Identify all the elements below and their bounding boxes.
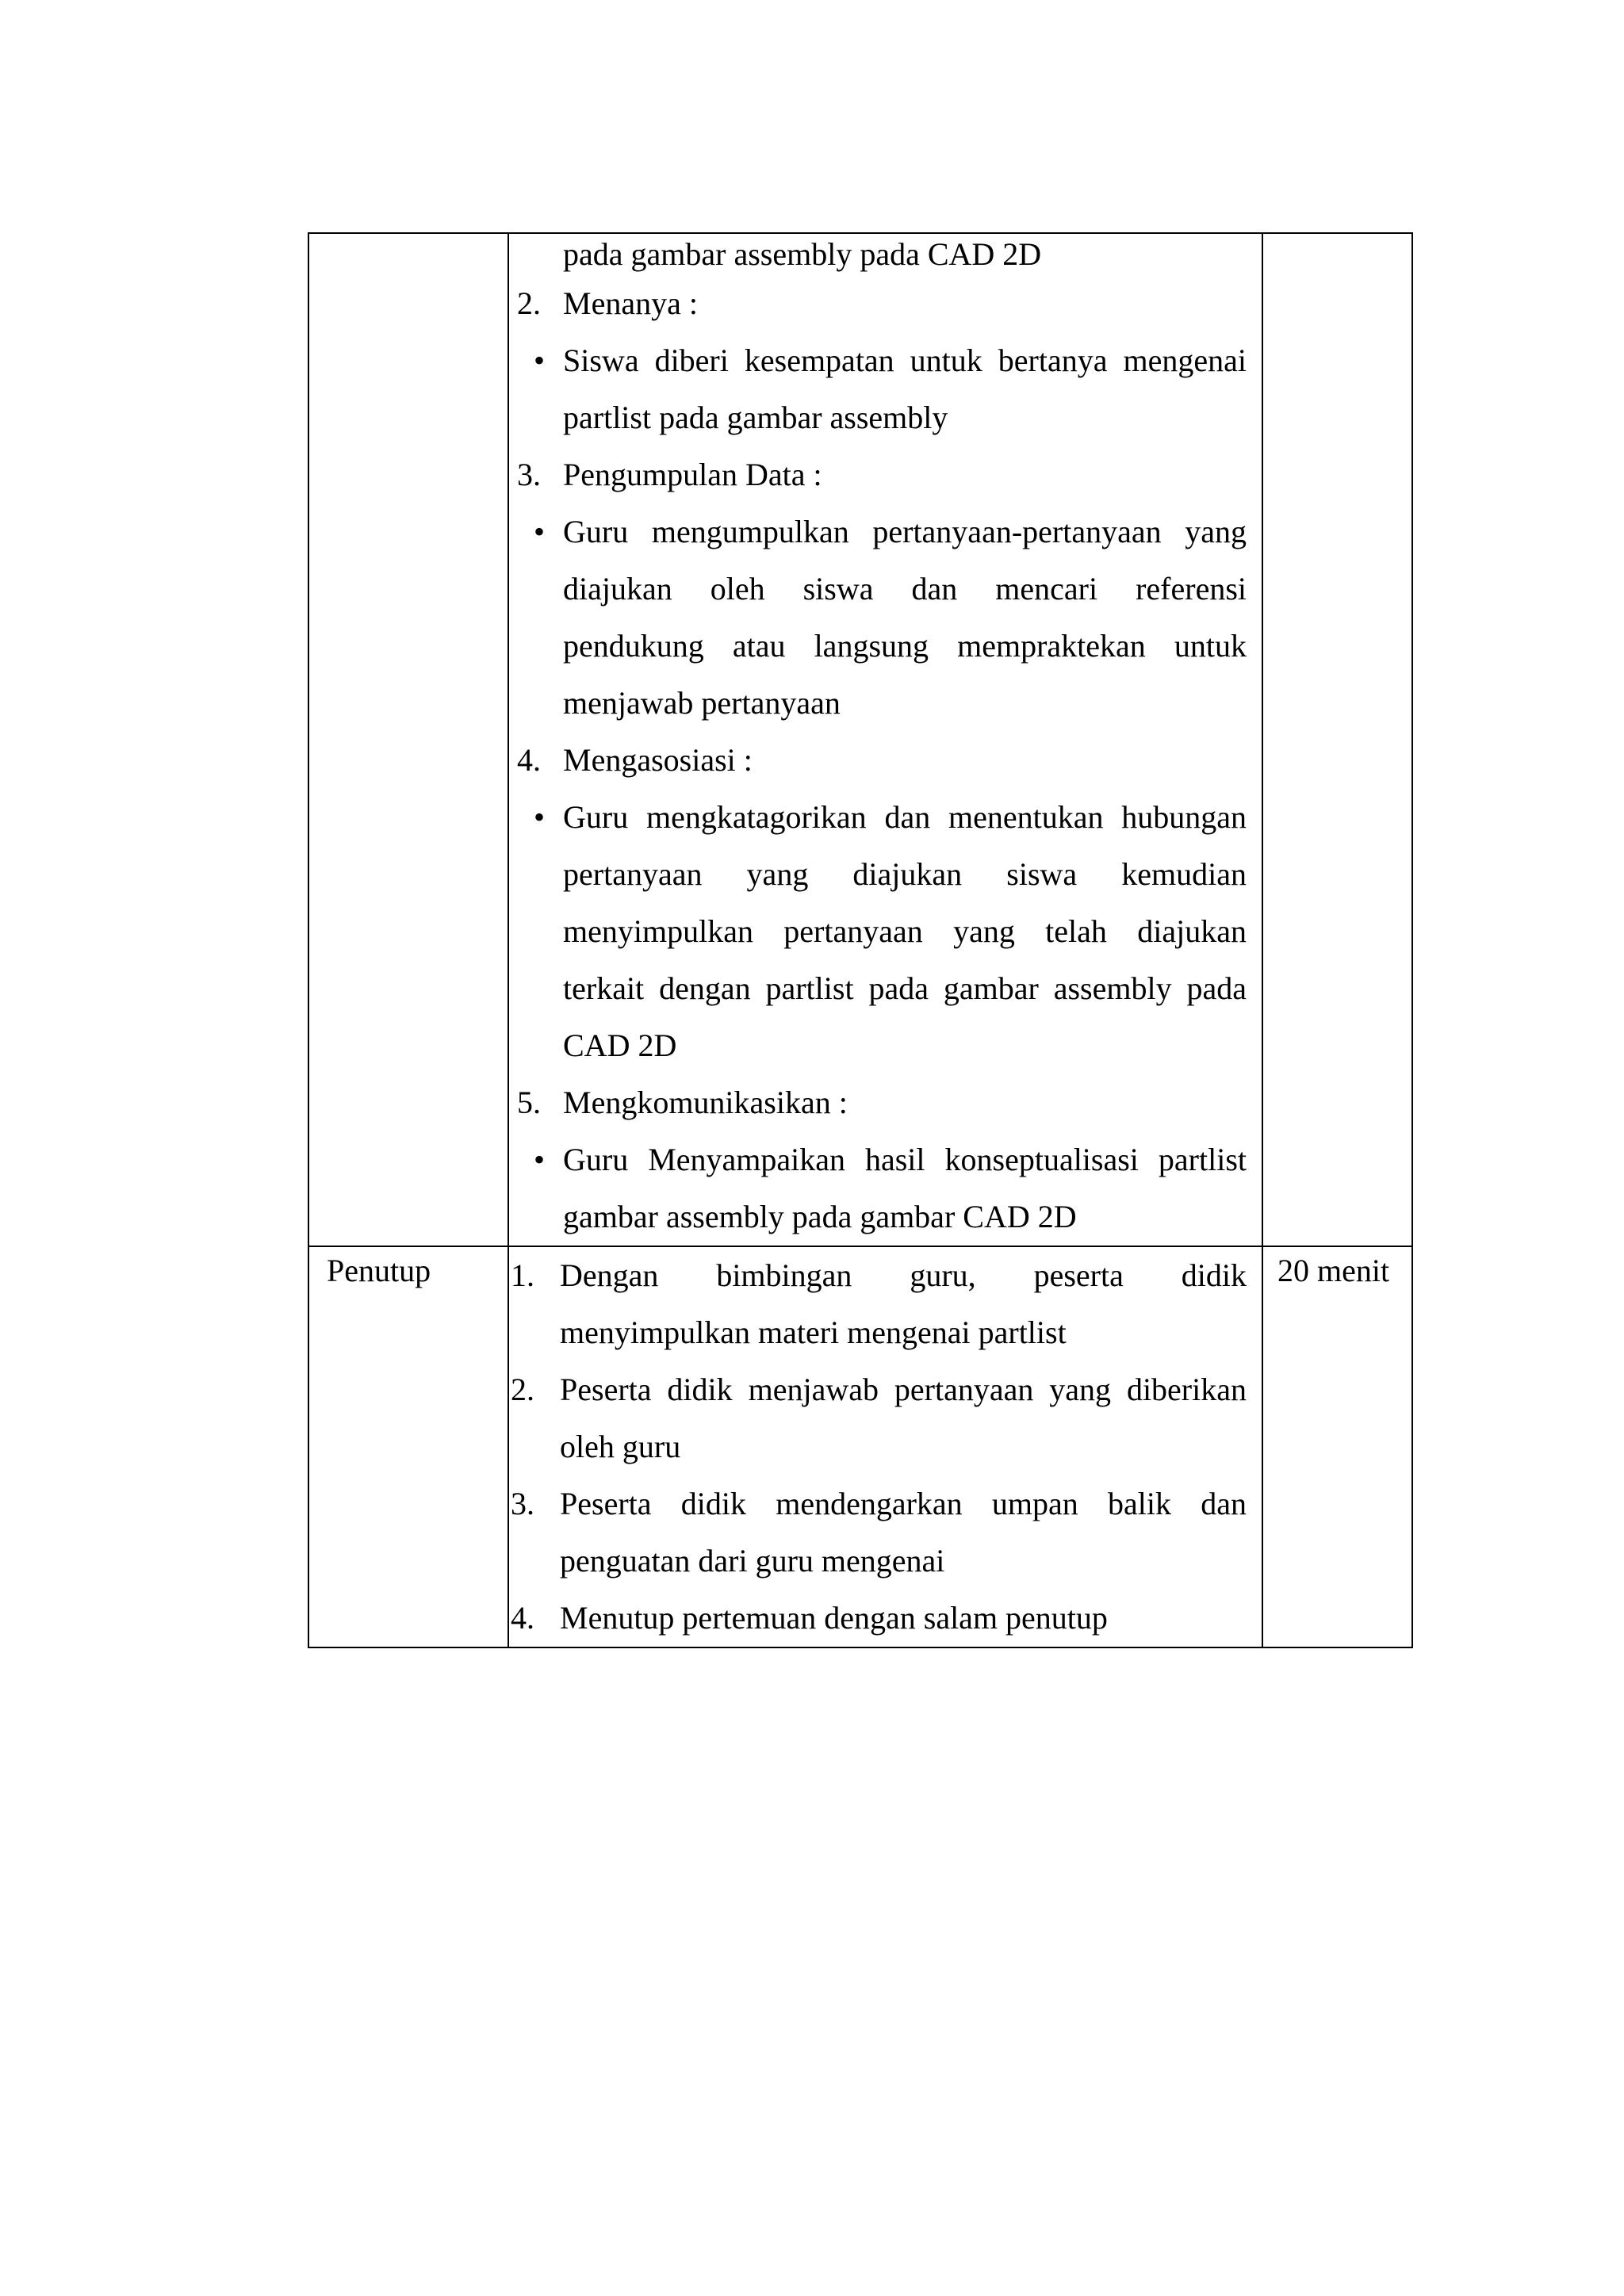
item-text: oleh guru: [560, 1429, 681, 1464]
item-number: 4.: [511, 1600, 534, 1636]
bullet-line: [509, 960, 1249, 1017]
bullet-icon: •: [533, 1142, 545, 1177]
step-number: 5.: [517, 1085, 541, 1120]
bullet-icon: •: [533, 342, 545, 378]
activity-content: [509, 234, 1262, 1246]
bullet-text: partlist pada gambar assembly: [563, 400, 948, 435]
continuation-text: pada gambar assembly pada CAD 2D: [563, 236, 1042, 272]
item-number: 2.: [511, 1372, 534, 1407]
item-text: Menutup pertemuan dengan salam penutup: [560, 1600, 1108, 1636]
step-title: Mengasosiasi :: [563, 742, 753, 778]
time-cell: [1262, 233, 1412, 1246]
activity-cell: [508, 233, 1262, 1246]
step-title: Mengkomunikasikan :: [563, 1085, 848, 1120]
closing-line: [509, 1418, 1249, 1475]
step-number: 2.: [517, 285, 541, 321]
time-cell: 20 menit: [1262, 1246, 1412, 1647]
bullet-text: terkait dengan partlist pada gambar assembly pada: [563, 970, 1247, 1006]
bullet-line: [509, 1131, 1249, 1188]
continuation-line: [509, 234, 1249, 275]
step-title: Menanya :: [563, 285, 698, 321]
step-heading: [509, 732, 1249, 789]
stage-label-cell: [308, 233, 508, 1246]
bullet-line: [509, 389, 1249, 446]
bullet-text: pendukung atau langsung mempraktekan untuk: [563, 628, 1247, 664]
item-text: Peserta didik mendengarkan umpan balik dan: [560, 1486, 1247, 1521]
bullet-line: [509, 1017, 1249, 1074]
lesson-activity-table: [308, 232, 1413, 1648]
bullet-text: menjawab pertanyaan: [563, 685, 841, 721]
bullet-icon: •: [533, 799, 545, 835]
bullet-line: [509, 503, 1249, 561]
bullet-line: [509, 618, 1249, 675]
bullet-line: [509, 846, 1249, 903]
bullet-text: gambar assembly pada gambar CAD 2D: [563, 1199, 1077, 1234]
closing-line: [509, 1361, 1249, 1418]
step-heading: [509, 1074, 1249, 1131]
bullet-line: [509, 561, 1249, 618]
bullet-line: [509, 789, 1249, 846]
bullet-text: diajukan oleh siswa dan mencari referensi: [563, 571, 1247, 607]
item-text: menyimpulkan materi mengenai partlist: [560, 1314, 1067, 1350]
bullet-text: Guru Menyampaikan hasil konseptualisasi partlist: [563, 1142, 1247, 1177]
item-text: Dengan bimbingan guru, peserta didik: [560, 1257, 1247, 1293]
bullet-text: Guru mengkatagorikan dan menentukan hubungan: [563, 799, 1247, 835]
table-row: [308, 1246, 1412, 1647]
activity-cell: [508, 1246, 1262, 1647]
item-text: penguatan dari guru mengenai: [560, 1543, 945, 1578]
bullet-line: [509, 903, 1249, 960]
table-row: [308, 233, 1412, 1246]
step-number: 3.: [517, 457, 541, 492]
item-text: Peserta didik menjawab pertanyaan yang diberikan: [560, 1372, 1247, 1407]
activity-content: [509, 1247, 1262, 1647]
closing-line: [509, 1247, 1249, 1304]
bullet-line: [509, 332, 1249, 389]
bullet-icon: •: [533, 514, 545, 549]
bullet-text: pertanyaan yang diajukan siswa kemudian: [563, 856, 1247, 892]
bullet-text: Guru mengumpulkan pertanyaan-pertanyaan yang: [563, 514, 1247, 549]
step-title: Pengumpulan Data :: [563, 457, 822, 492]
step-heading: [509, 275, 1249, 332]
bullet-text: Siswa diberi kesempatan untuk bertanya mengenai: [563, 342, 1247, 378]
bullet-text: menyimpulkan pertanyaan yang telah diajukan: [563, 913, 1247, 949]
item-number: 1.: [511, 1257, 534, 1293]
bullet-line: [509, 1188, 1249, 1246]
bullet-line: [509, 675, 1249, 732]
closing-line: [509, 1304, 1249, 1361]
closing-line: [509, 1590, 1249, 1647]
step-number: 4.: [517, 742, 541, 778]
closing-line: [509, 1533, 1249, 1590]
stage-label-cell: Penutup: [308, 1246, 508, 1647]
step-heading: [509, 446, 1249, 503]
closing-line: [509, 1475, 1249, 1533]
item-number: 3.: [511, 1486, 534, 1521]
bullet-text: CAD 2D: [563, 1027, 677, 1063]
